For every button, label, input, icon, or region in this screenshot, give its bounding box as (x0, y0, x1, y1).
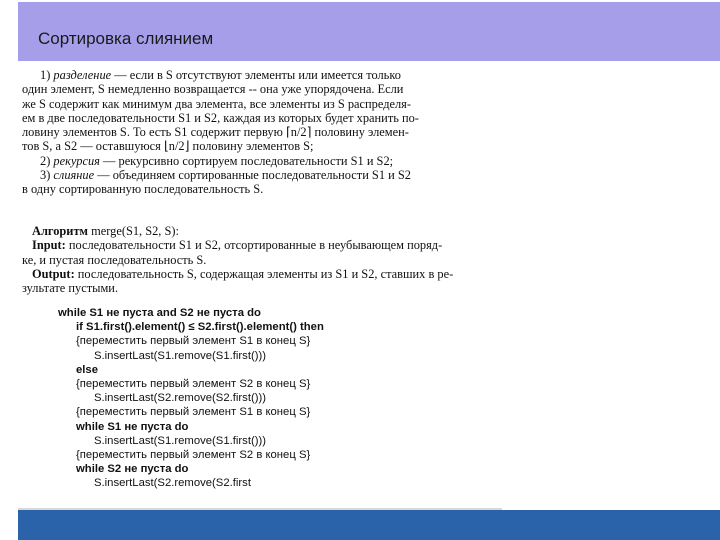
scanned-text-image (18, 62, 502, 510)
text-line: в одну сортированную последовательность S. (22, 182, 264, 197)
text-line: 1) разделение — если в S отсутствуют элементы или имеется только (40, 68, 401, 82)
footer-bar (18, 510, 720, 540)
algorithm-input-cont: ке, и пустая последовательность S. (22, 252, 207, 267)
pseudocode (58, 306, 324, 490)
text-line: ем в две последовательности S1 и S2, каждая из которых будет хранить по- (22, 110, 419, 125)
emphasis-term: рекурсия (53, 153, 100, 168)
text-line: 3) слияние — объединяем сортированные последовательности S1 и S2 (40, 168, 411, 183)
emphasis-term: разделение (53, 68, 112, 82)
code-line: while S2 не пуста do (76, 463, 189, 476)
slide-title: Сортировка слиянием (38, 29, 214, 48)
title-bar (18, 2, 720, 61)
code-line: {переместить первый элемент S1 в конец S} (76, 406, 311, 419)
text-line: 2) рекурсия — рекурсивно сортируем последовательности S1 и S2; (40, 153, 394, 168)
emphasis-term: слияние (53, 168, 95, 183)
code-line: {переместить первый элемент S2 в конец S} (76, 377, 311, 390)
algorithm-description (22, 68, 419, 197)
code-line: S.insertLast(S2.remove(S2.first())) (94, 392, 267, 405)
algorithm-output: Output: последовательность S, содержащая элементы из S1 и S2, ставших в ре- (32, 266, 454, 281)
code-line: S.insertLast(S1.remove(S1.first())) (94, 349, 267, 362)
text-line: тов S, а S2 — оставшуюся ⌊n/2⌋ половину элементов S; (22, 139, 314, 154)
code-line: {переместить первый элемент S1 в конец S} (76, 335, 311, 348)
code-line: else (76, 363, 98, 376)
code-line: while S1 не пуста do (76, 420, 189, 433)
code-line: S.insertLast(S2.remove(S2.first (94, 477, 251, 490)
algorithm-input: Input: последовательности S1 и S2, отсортированные в неубывающем поряд- (32, 238, 443, 253)
text-line: ловину элементов S. То есть S1 содержит первую ⌈n/2⌉ половину элемен- (22, 125, 409, 140)
code-line: {переместить первый элемент S2 в конец S} (76, 448, 311, 461)
code-line: if S1.first().element() ≤ S2.first().element() then (76, 321, 324, 334)
algorithm-output-cont: зультате пустыми. (22, 281, 119, 296)
algorithm-header (22, 224, 453, 295)
code-line: S.insertLast(S1.remove(S1.first())) (94, 434, 267, 447)
text-line: один элемент, S немедленно возвращается -- она уже упорядочена. Если (22, 82, 404, 97)
text-line: же S содержит как минимум два элемента, все элементы из S распределя- (22, 96, 412, 111)
blank-area (502, 62, 720, 510)
algorithm-signature: Алгоритм merge(S1, S2, S): (32, 224, 179, 238)
code-line: while S1 не пуста and S2 не пуста do (58, 307, 261, 319)
